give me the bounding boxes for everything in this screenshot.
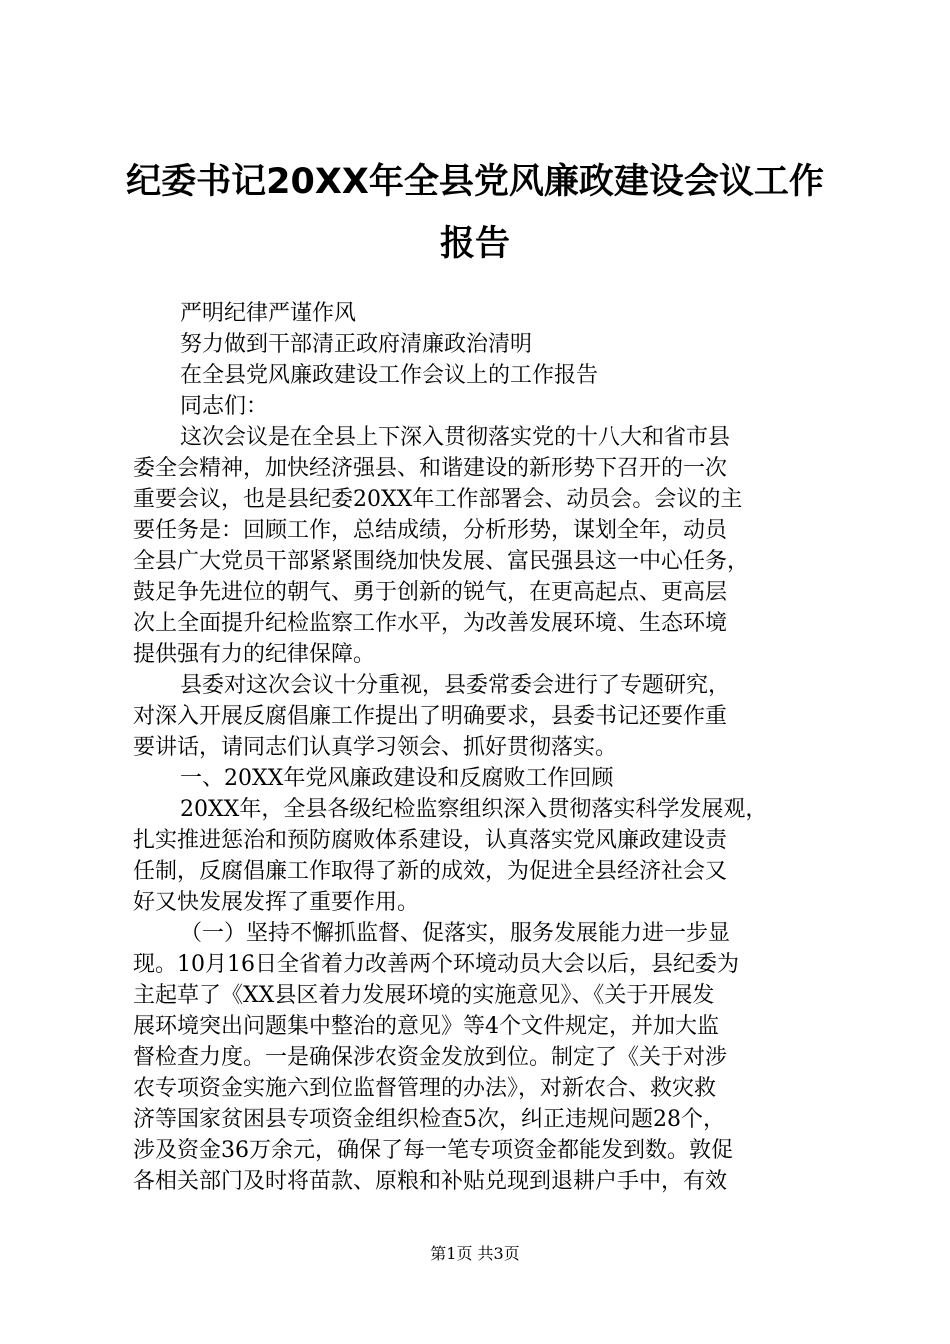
body-line: 好又快发展发挥了重要作用。 <box>133 890 420 915</box>
body-line: 20XX年，全县各级纪检监察组织深入贯彻落实科学发展观， <box>180 797 768 822</box>
body-line: 鼓足争先进位的朝气、勇于创新的锐气，在更高起点、更高层 <box>133 580 728 605</box>
body-line: 要任务是：回顾工作，总结成绩，分析形势，谋划全年，动员 <box>133 518 728 543</box>
body-line: 县委对这次会议十分重视，县委常委会进行了专题研究， <box>180 673 731 698</box>
body-line: 涉及资金36万余元，确保了每一笔专项资金都能发到数。敦促 <box>133 1138 733 1163</box>
body-line: 展环境突出问题集中整治的意见》等4个文件规定，并加大监 <box>133 1014 719 1039</box>
body-line: 现。10月16日全省着力改善两个环境动员大会以后，县纪委为 <box>133 952 739 977</box>
body-line: 重要会议，也是县纪委20XX年工作部署会、动员会。会议的主 <box>133 487 743 512</box>
body-line: 这次会议是在全县上下深入贯彻落实党的十八大和省市县 <box>180 425 731 450</box>
document-title-line-2: 报告 <box>439 224 510 264</box>
body-line: 全县广大党员干部紧紧围绕加快发展、富民强县这一中心任务， <box>133 549 750 574</box>
body-line: 各相关部门及时将苗款、原粮和补贴兑现到退耕户手中，有效 <box>133 1169 728 1194</box>
page-footer: 第1页 共3页 <box>430 1244 520 1263</box>
body-line: 严明纪律严谨作风 <box>180 301 357 326</box>
section-heading: 一、20XX年党风廉政建设和反腐败工作回顾 <box>180 766 614 791</box>
body-line: 努力做到干部清正政府清廉政治清明 <box>180 332 533 357</box>
body-line: 扎实推进惩治和预防腐败体系建设，认真落实党风廉政建设责 <box>133 828 728 853</box>
body-line: 提供强有力的纪律保障。 <box>133 642 376 667</box>
body-line: 任制，反腐倡廉工作取得了新的成效，为促进全县经济社会又 <box>133 859 728 884</box>
document-title-line-1: 纪委书记20XX年全县党风廉政建设会议工作 <box>126 162 824 202</box>
body-line: 同志们： <box>180 394 269 419</box>
body-line: 要讲话，请同志们认真学习领会、抓好贯彻落实。 <box>133 735 618 760</box>
body-line: 次上全面提升纪检监察工作水平，为改善发展环境、生态环境 <box>133 611 728 636</box>
body-line: 农专项资金实施六到位监督管理的办法》，对新农合、救灾救 <box>133 1076 717 1101</box>
body-line: （一）坚持不懈抓监督、促落实，服务发展能力进一步显 <box>180 921 731 946</box>
body-line: 主起草了《XX县区着力发展环境的实施意见》、《关于开展发 <box>133 983 715 1008</box>
body-line: 委全会精神，加快经济强县、和谐建设的新形势下召开的一次 <box>133 456 728 481</box>
body-line: 督检查力度。一是确保涉农资金发放到位。制定了《关于对涉 <box>133 1045 728 1070</box>
body-line: 济等国家贫困县专项资金组织检查5次，纠正违规问题28个， <box>133 1107 725 1132</box>
body-line: 在全县党风廉政建设工作会议上的工作报告 <box>180 363 599 388</box>
body-line: 对深入开展反腐倡廉工作提出了明确要求，县委书记还要作重 <box>133 704 728 729</box>
